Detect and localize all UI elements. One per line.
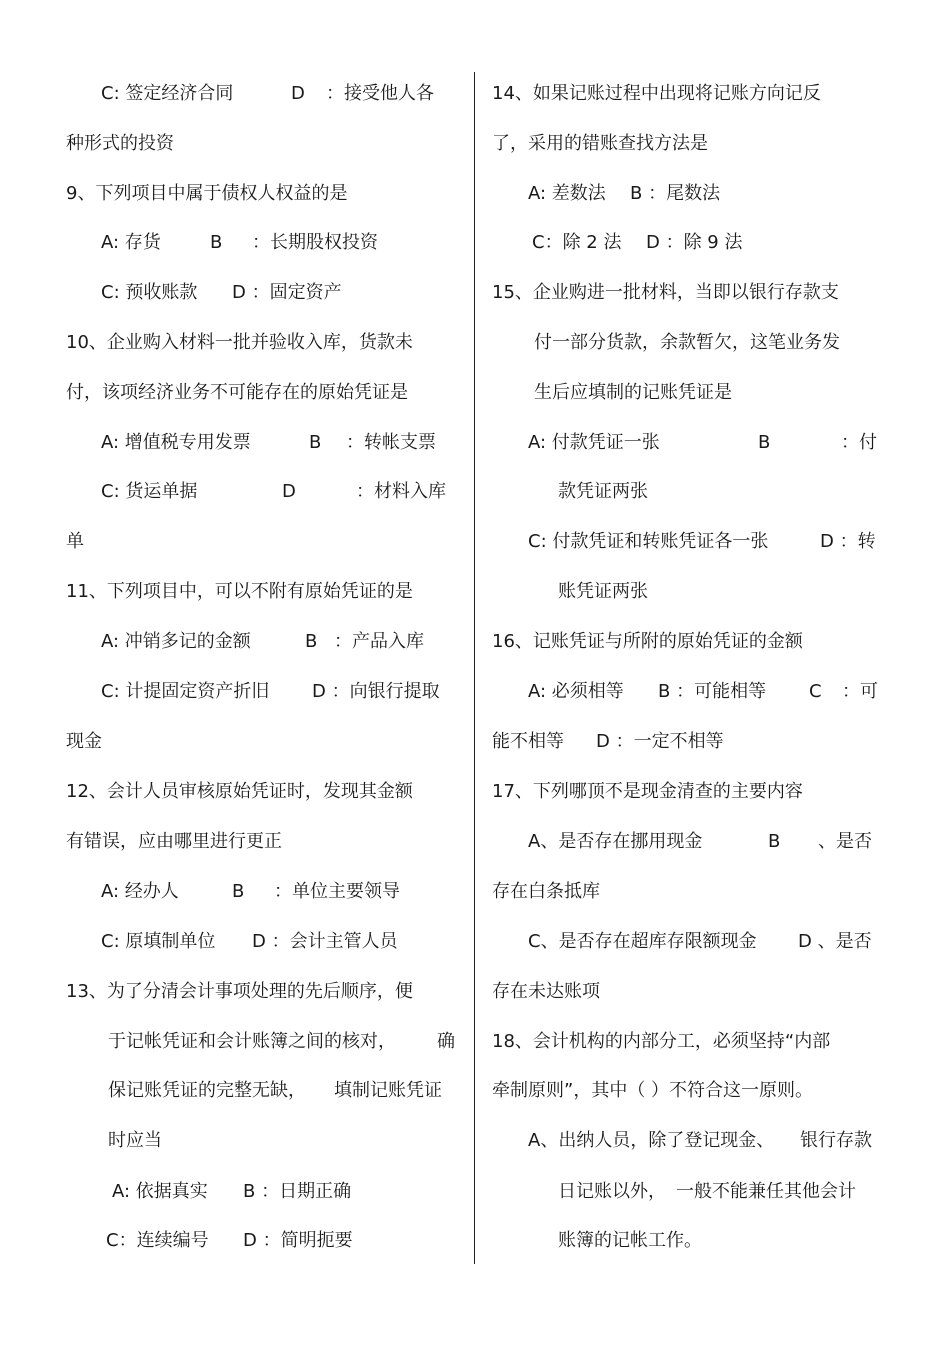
q16-option-d: D ：一定不相等 (596, 731, 724, 752)
q10-option-c: C: 货运单据 (101, 481, 198, 502)
q8-option-d: ：接受他人各 (326, 83, 434, 104)
q13-stem-line3-end: 填制记账凭证 (334, 1080, 442, 1101)
q10-option-a: A: 增值税专用发票 (101, 432, 251, 453)
q13-stem-line1: 13、为了分清会计事项处理的先后顺序，便 (66, 981, 413, 1002)
q14-option-a: A: 差数法 (528, 183, 606, 204)
q10-option-b: ：转帐支票 (346, 432, 436, 453)
q17-option-d: D 、是否 (798, 931, 872, 952)
q12-option-a: A: 经办人 (101, 881, 179, 902)
q18-stem-line2: 牵制原则”，其中（ ）不符合这一原则。 (492, 1080, 814, 1101)
q12-option-b: ：单位主要领导 (274, 881, 400, 902)
q15-option-a: A: 付款凭证一张 (528, 432, 660, 453)
q15-stem-line1: 15、企业购进一批材料，当即以银行存款支 (492, 282, 839, 303)
q14-option-d: D ：除 9 法 (646, 232, 743, 253)
q10-option-d-letter: D (282, 481, 296, 502)
q11-option-b-letter: B (305, 631, 318, 652)
column-divider (474, 72, 475, 1264)
q12-stem-line2: 有错误，应由哪里进行更正 (66, 831, 282, 852)
q15-option-d: D ：转 (820, 531, 876, 552)
q18-stem-line1: 18、会计机构的内部分工，必须坚持“内部 (492, 1031, 831, 1052)
q9-stem: 9、下列项目中属于债权人权益的是 (66, 183, 348, 204)
q10-stem-line1: 10、企业购入材料一批并验收入库，货款未 (66, 332, 413, 353)
q14-stem-line1: 14、如果记账过程中出现将记账方向记反 (492, 83, 821, 104)
q17-option-c: C、是否存在超库存限额现金 (528, 931, 757, 952)
q18-option-a-line3: 账簿的记帐工作。 (558, 1230, 702, 1251)
q12-option-d: D ：会计主管人员 (252, 931, 398, 952)
q11-option-a: A: 冲销多记的金额 (101, 631, 251, 652)
q10-stem-line2: 付，该项经济业务不可能存在的原始凭证是 (66, 382, 408, 403)
q18-option-a-line1-end: 银行存款 (800, 1130, 872, 1151)
q13-option-d: D ：简明扼要 (243, 1230, 353, 1251)
q12-stem-line1: 12、会计人员审核原始凭证时，发现其金额 (66, 781, 413, 802)
q17-stem: 17、下列哪顶不是现金清查的主要内容 (492, 781, 803, 802)
q13-stem-line4: 时应当 (108, 1130, 162, 1151)
q11-option-b: ：产品入库 (334, 631, 424, 652)
q18-option-a-line1: A、出纳人员，除了登记现金、 (528, 1130, 775, 1151)
q16-option-b: B ：可能相等 (658, 681, 767, 702)
q16-option-c: ：可 (842, 681, 878, 702)
q15-option-b: ：付 (841, 432, 877, 453)
q14-stem-line2: 了，采用的错账查找方法是 (492, 133, 708, 154)
q16-stem: 16、记账凭证与所附的原始凭证的金额 (492, 631, 803, 652)
q17-option-b: 、是否 (818, 831, 872, 852)
q12-option-c: C: 原填制单位 (101, 931, 216, 952)
q8-option-c: C: 签定经济合同 (101, 83, 234, 104)
q15-stem-line3: 生后应填制的记账凭证是 (534, 382, 732, 403)
q9-option-c: C: 预收账款 (101, 282, 198, 303)
q8-option-d-letter: D (291, 83, 305, 104)
q12-option-b-letter: B (232, 881, 245, 902)
q8-option-d-wrap: 种形式的投资 (66, 133, 174, 154)
q14-option-c: C：除 2 法 (532, 232, 622, 253)
q9-option-d: D ：固定资产 (232, 282, 342, 303)
q11-stem: 11、下列项目中，可以不附有原始凭证的是 (66, 581, 413, 602)
q15-stem-line2: 付一部分货款，余款暂欠，这笔业务发 (534, 332, 840, 353)
q16-option-c-wrap: 能不相等 (492, 731, 564, 752)
q17-option-b-wrap: 存在白条抵库 (492, 881, 600, 902)
q10-option-d-wrap: 单 (66, 531, 84, 552)
q10-option-d: ：材料入库 (356, 481, 446, 502)
q13-stem-line2: 于记帐凭证和会计账簿之间的核对， (108, 1031, 396, 1052)
q9-option-b-letter: B (210, 232, 223, 253)
q17-option-a: A、是否存在挪用现金 (528, 831, 703, 852)
q10-option-b-letter: B (309, 432, 322, 453)
q18-option-a-line2: 日记账以外， (558, 1181, 666, 1202)
q13-option-b: B ：日期正确 (243, 1181, 352, 1202)
q16-option-a: A: 必须相等 (528, 681, 624, 702)
q13-stem-line3: 保记账凭证的完整无缺， (108, 1080, 306, 1101)
q17-option-d-wrap: 存在未达账项 (492, 981, 600, 1002)
q11-option-d: D ：向银行提取 (312, 681, 440, 702)
q13-stem-line2-end: 确 (437, 1031, 455, 1052)
q15-option-c: C: 付款凭证和转账凭证各一张 (528, 531, 769, 552)
q15-option-b-letter: B (758, 432, 771, 453)
q17-option-b-letter: B (768, 831, 781, 852)
q11-option-d-wrap: 现金 (66, 731, 102, 752)
q15-option-d-wrap: 账凭证两张 (558, 581, 648, 602)
q14-option-b: B ：尾数法 (630, 183, 721, 204)
q9-option-a: A: 存货 (101, 232, 161, 253)
q13-option-a: A: 依据真实 (112, 1181, 208, 1202)
q16-option-c-letter: C (809, 681, 822, 702)
q11-option-c: C: 计提固定资产折旧 (101, 681, 270, 702)
q15-option-b-wrap: 款凭证两张 (558, 481, 648, 502)
q13-option-c: C：连续编号 (106, 1230, 209, 1251)
q9-option-b: ：长期股权投资 (252, 232, 378, 253)
q18-option-a-line2-end: 一般不能兼任其他会计 (676, 1181, 856, 1202)
